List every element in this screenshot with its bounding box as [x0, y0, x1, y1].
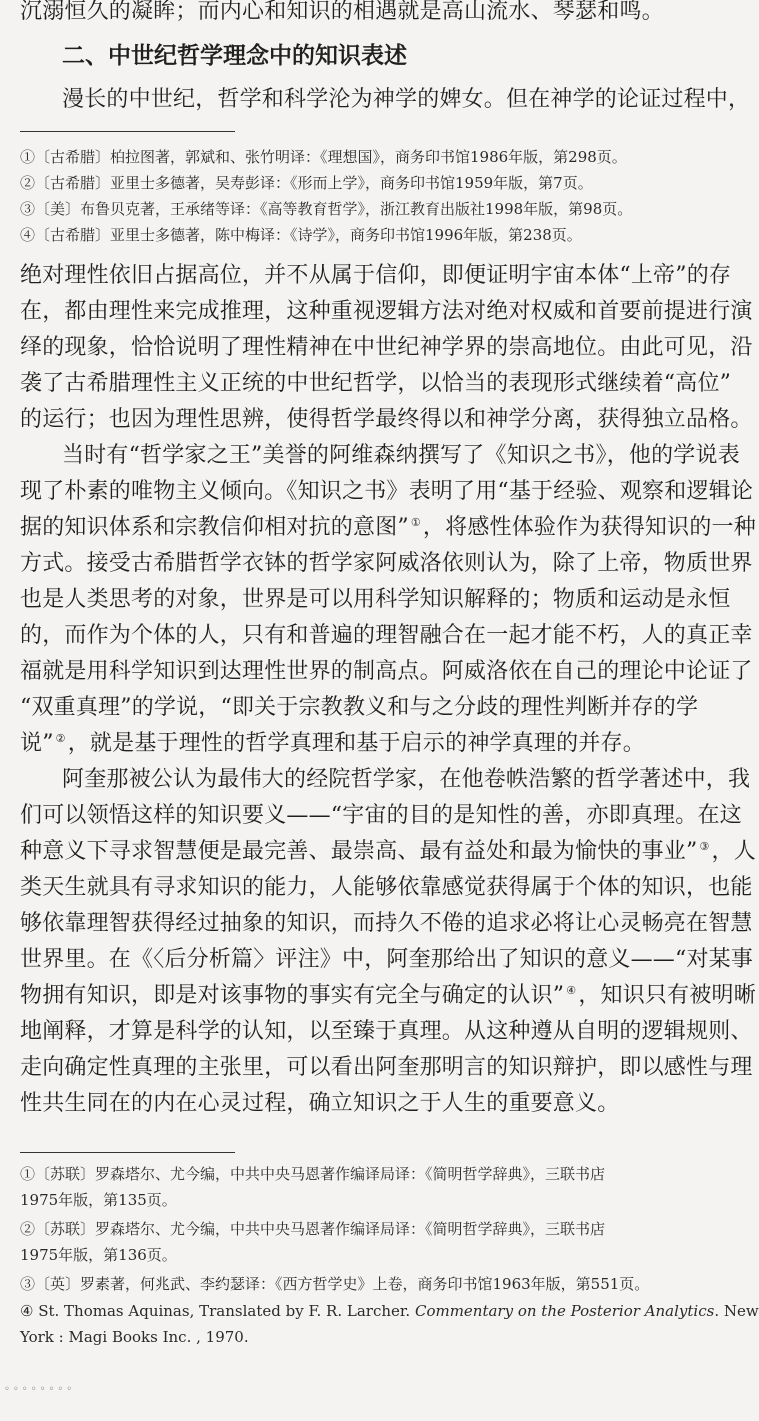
body-line: 漫长的中世纪，哲学和科学沦为神学的婢女。但在神学的论证过程中， — [62, 87, 751, 112]
footnote: ②〔古希腊〕亚里士多德著，吴寿彭译：《形而上学》，商务印书馆1959年版，第7页。 — [20, 174, 593, 192]
footnote-text: ④ St. Thomas Aquinas, Translated by F. R. Larcher. — [20, 1302, 415, 1320]
body-line: 方式。接受古希腊哲学衣钵的哲学家阿威洛依则认为，除了上帝，物质世界 — [20, 551, 753, 576]
body-line: 也是人类思考的对象，世界是可以用科学知识解释的；物质和运动是永恒 — [20, 587, 731, 612]
body-line: 的，而作为个体的人，只有和普遍的理智融合在一起才能不朽，人的真正幸 — [20, 623, 753, 648]
body-line: 阿奎那被公认为最伟大的经院哲学家，在他卷帙浩繁的哲学著述中，我 — [62, 767, 751, 792]
body-line: 走向确定性真理的主张里，可以看出阿奎那明言的知识辩护，即以感性与理 — [20, 1055, 753, 1080]
footnote: ③〔美〕布鲁贝克著，王承绪等译：《高等教育哲学》，浙江教育出版社1998年版，第98页。 — [20, 200, 633, 218]
footnote: ①〔苏联〕罗森塔尔、尤今编，中共中央马恩著作编译局译：《简明哲学辞典》，三联书店 — [20, 1165, 606, 1183]
body-line — [20, 978, 756, 1009]
footnote: ④〔古希腊〕亚里士多德著，陈中梅译：《诗学》，商务印书馆1996年版，第238页。 — [20, 226, 582, 244]
body-line: 袭了古希腊理性主义正统的中世纪哲学，以恰当的表现形式继续着“高位” — [20, 371, 732, 396]
body-line: 够依靠理智获得经过抽象的知识，而持久不倦的追求必将让心灵畅亮在智慧 — [20, 911, 753, 936]
body-text: ，将感性体验作为获得知识的一种 — [422, 515, 756, 540]
footnote-marker: ② — [55, 731, 66, 745]
body-text: 物拥有知识，即是对该事物的事实有完全与确定的认识” — [20, 983, 565, 1008]
section-heading: 二、中世纪哲学理念中的知识表述 — [62, 43, 407, 69]
body-line: “双重真理”的学说，“即关于宗教教义和与之分歧的理性判断并存的学 — [20, 695, 699, 720]
footnote: York : Magi Books Inc. , 1970. — [20, 1328, 249, 1346]
footnote-marker: ① — [410, 515, 421, 529]
body-text: 种意义下寻求智慧便是最完善、最崇高、最有益处和最为愉快的事业” — [20, 839, 698, 864]
footnote: ②〔苏联〕罗森塔尔、尤今编，中共中央马恩著作编译局译：《简明哲学辞典》，三联书店 — [20, 1220, 606, 1238]
body-text: 说” — [20, 731, 54, 756]
body-line — [20, 834, 756, 865]
body-line: 世界里。在《〈后分析篇〉评注》中，阿奎那给出了知识的意义——“对某事 — [20, 947, 754, 972]
footnote-divider — [20, 1152, 235, 1153]
body-line: 绝对理性依旧占据高位，并不从属于信仰，即便证明宇宙本体“上帝”的存 — [20, 263, 732, 288]
body-text: ，人 — [711, 839, 756, 864]
body-line — [20, 510, 756, 541]
body-line: 们可以领悟这样的知识要义——“宇宙的目的是知性的善，亦即真理。在这 — [20, 803, 742, 828]
footnote: ③〔英〕罗素著，何兆武、李约瑟译：《西方哲学史》上卷，商务印书馆1963年版，第551页。 — [20, 1275, 650, 1293]
body-text: ，知识只有被明晰 — [578, 983, 756, 1008]
footnote — [20, 1302, 759, 1320]
body-line: 福就是用科学知识到达理性世界的制高点。阿威洛依在自己的理论中论证了 — [20, 659, 753, 684]
body-line: 绎的现象，恰恰说明了理性精神在中世纪神学界的崇高地位。由此可见，沿 — [20, 335, 753, 360]
body-line — [20, 726, 740, 757]
body-line: 的运行；也因为理性思辨，使得哲学最终得以和神学分离，获得独立品格。 — [20, 407, 753, 432]
previous-text-line: 沉溺恒久的凝眸；而内心和知识的相遇就是高山流水、琴瑟和鸣。 — [20, 0, 664, 24]
body-line: 当时有“哲学家之王”美誉的阿维森纳撰写了《知识之书》，他的学说表 — [62, 443, 740, 468]
body-text: ，就是基于理性的哲学真理和基于启示的神学真理的并存。 — [67, 731, 645, 756]
body-line: 类天生就具有寻求知识的能力，人能够依靠感觉获得属于个体的知识，也能 — [20, 875, 753, 900]
footnote-marker: ③ — [699, 839, 710, 853]
body-line: 现了朴素的唯物主义倾向。《知识之书》表明了用“基于经验、观察和逻辑论 — [20, 479, 754, 504]
body-line: 在，都由理性来完成推理，这种重视逻辑方法对绝对权威和首要前提进行演 — [20, 299, 753, 324]
footnote-title: Commentary on the Posterior Analytics — [414, 1302, 715, 1320]
footnote: 1975年版，第135页。 — [20, 1191, 177, 1209]
body-line: 性共生同在的内在心灵过程，确立知识之于人生的重要意义。 — [20, 1091, 620, 1116]
body-line: 地阐释，才算是科学的认知，以至臻于真理。从这种遵从自明的逻辑规则、 — [20, 1019, 753, 1044]
footnote: ①〔古希腊〕柏拉图著，郭斌和、张竹明译：《理想国》，商务印书馆1986年版，第298页。 — [20, 148, 627, 166]
footnote-marker: ④ — [566, 983, 577, 997]
body-text: 据的知识体系和宗教信仰相对抗的意图” — [20, 515, 409, 540]
footnote-text: . New — [714, 1302, 759, 1320]
scan-dots-decoration: ◦◦◦◦◦◦◦◦ — [4, 1384, 76, 1395]
footnote: 1975年版，第136页。 — [20, 1246, 177, 1264]
footnote-divider — [20, 131, 235, 132]
